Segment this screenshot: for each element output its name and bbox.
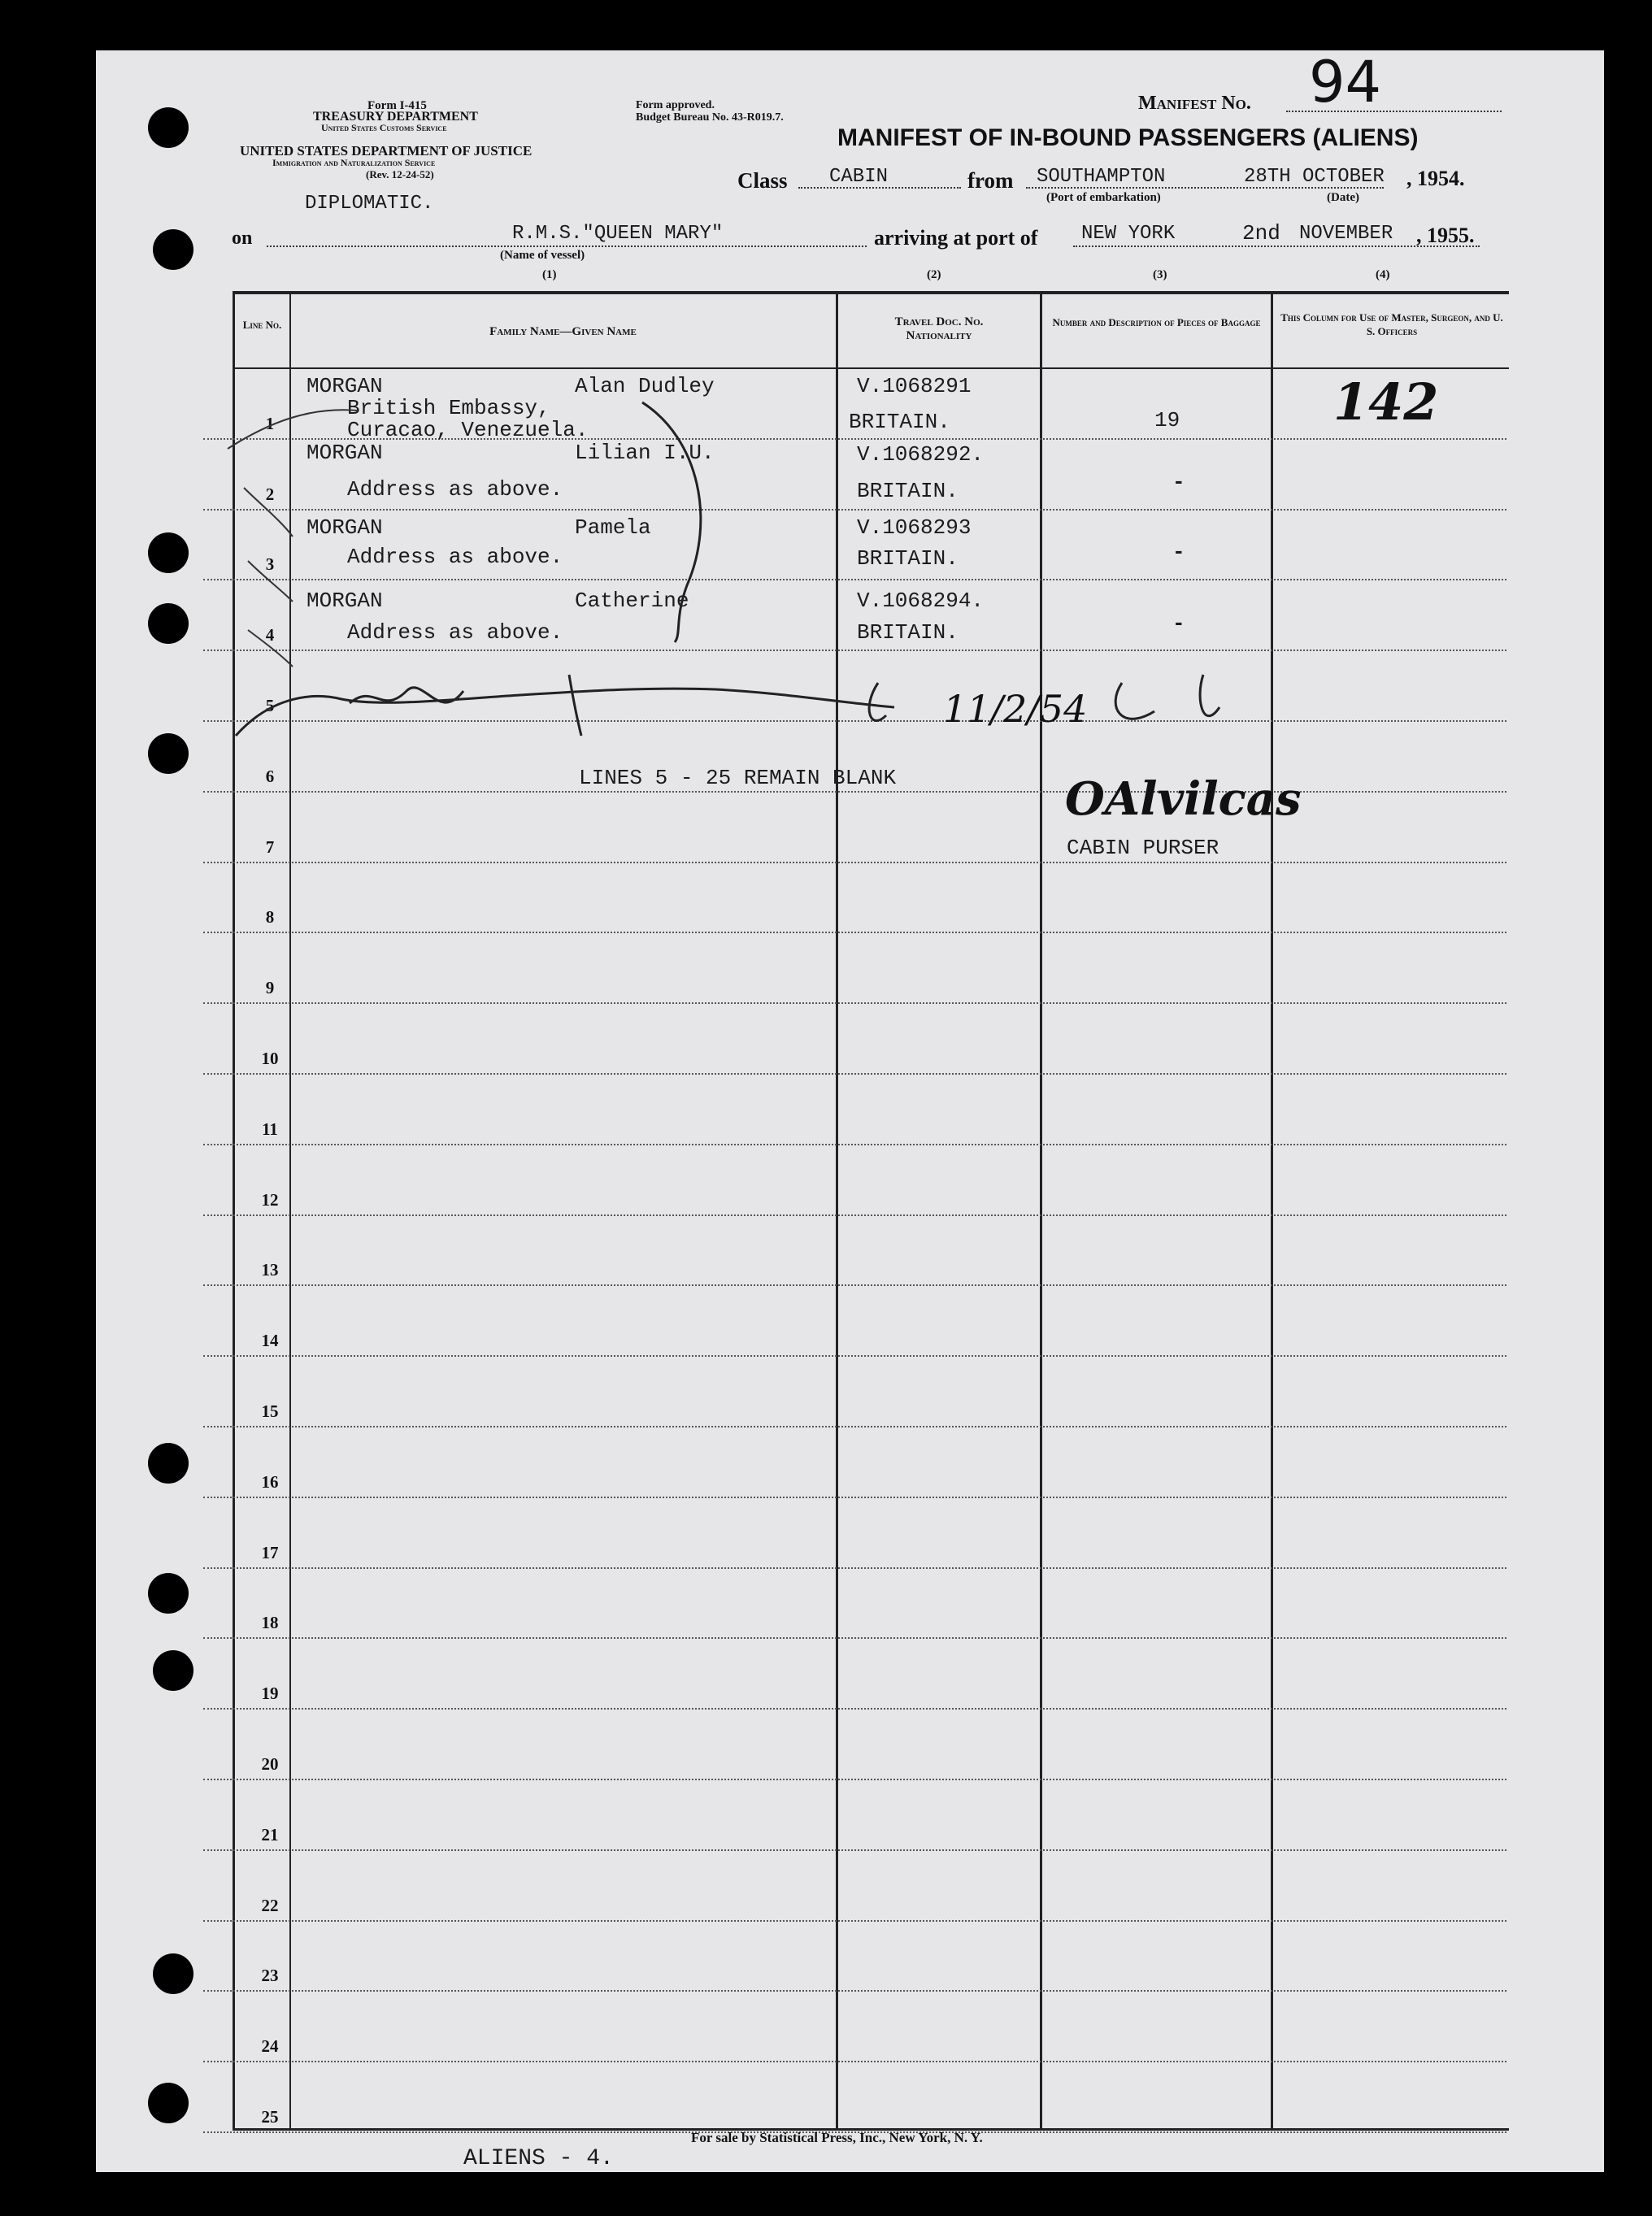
passenger-2-nationality: BRITAIN.: [857, 479, 959, 503]
arrival-month: NOVEMBER: [1299, 223, 1393, 245]
passenger-2-doc: V.1068292.: [857, 442, 985, 467]
arrival-year: , 1955.: [1416, 224, 1475, 247]
line-number: 1: [265, 414, 275, 433]
line-number: 6: [265, 767, 275, 786]
line-number: 20: [261, 1754, 279, 1774]
header-baggage: Number and Description of Pieces of Baggage: [1052, 316, 1261, 328]
passenger-1-nationality: BRITAIN.: [849, 410, 950, 434]
passenger-1-address2: Curacao, Venezuela.: [347, 418, 589, 442]
line-number: 13: [261, 1260, 279, 1280]
line-number: 3: [265, 554, 275, 574]
treasury-dept: TREASURY DEPARTMENT: [313, 110, 478, 124]
arrival-port: NEW YORK: [1081, 223, 1176, 245]
line-number: 7: [265, 837, 275, 857]
passenger-3-baggage: -: [1172, 540, 1185, 564]
departure-year: , 1954.: [1406, 167, 1465, 190]
passenger-3-address: Address as above.: [347, 545, 563, 569]
port-caption: (Port of embarkation): [1046, 191, 1161, 204]
from-value: SOUTHAMPTON: [1037, 166, 1166, 188]
from-label: from: [967, 168, 1014, 193]
departure-date: 28TH OCTOBER: [1244, 166, 1385, 188]
col-ref-2: (2): [927, 268, 941, 281]
passenger-2-address: Address as above.: [347, 477, 563, 502]
arriving-label: arriving at port of: [874, 226, 1038, 250]
on-label: on: [232, 228, 253, 249]
line-number: 10: [261, 1049, 279, 1068]
budget-bureau: Budget Bureau No. 43-R019.7.: [636, 111, 784, 124]
ins-service: Immigration and Naturalization Service: [272, 157, 436, 168]
passenger-1-baggage: 19: [1154, 408, 1180, 432]
form-number: Form I-415: [367, 99, 427, 112]
line-number: 17: [261, 1543, 279, 1562]
col-ref-1: (1): [542, 268, 557, 281]
line-number: 12: [261, 1190, 279, 1210]
passenger-3-family: MORGAN: [306, 515, 383, 540]
header-officers: This Column for Use of Master, Surgeon, and U. S. Officers: [1280, 311, 1503, 337]
passenger-1-address1: British Embassy,: [347, 396, 550, 420]
passenger-4-address: Address as above.: [347, 620, 563, 645]
passenger-4-doc: V.1068294.: [857, 589, 985, 613]
vessel-name: R.M.S."QUEEN MARY": [512, 223, 724, 245]
passenger-2-given: Lilian I.U.: [575, 441, 715, 465]
passenger-1-given: Alan Dudley: [575, 374, 715, 398]
class-label: Class: [737, 168, 788, 193]
diplomatic-stamp: DIPLOMATIC.: [305, 193, 434, 215]
manifest-number: 94: [1309, 49, 1382, 115]
line-number: 15: [261, 1401, 279, 1421]
line-number: 14: [261, 1331, 279, 1350]
passenger-3-given: Pamela: [575, 515, 651, 540]
header-line-no: Line No.: [242, 319, 282, 331]
line-number: 16: [261, 1472, 279, 1492]
passenger-3-nationality: BRITAIN.: [857, 546, 959, 571]
line-number: 4: [265, 625, 275, 645]
purser-signature: OAlvilcas: [1065, 772, 1302, 826]
purser-title: CABIN PURSER: [1067, 836, 1219, 860]
header-name: Family Name—Given Name: [489, 325, 637, 338]
vessel-caption: (Name of vessel): [500, 249, 585, 262]
passenger-1-doc: V.1068291: [857, 374, 972, 398]
footer-printer: For sale by Statistical Press, Inc., New York, N. Y.: [691, 2130, 983, 2145]
line-number: 22: [261, 1896, 279, 1915]
col-ref-3: (3): [1153, 268, 1167, 281]
manifest-label: Manifest No.: [1138, 93, 1251, 114]
passenger-2-family: MORGAN: [306, 441, 383, 465]
class-value: CABIN: [829, 166, 889, 188]
customs-service: United States Customs Service: [321, 122, 447, 133]
line-number: 2: [265, 484, 275, 504]
arrival-day: 2nd: [1242, 221, 1280, 245]
line-number: 19: [261, 1684, 279, 1703]
form-approved: Form approved.: [636, 99, 715, 111]
passenger-2-baggage: -: [1172, 470, 1185, 494]
page-title: MANIFEST OF IN-BOUND PASSENGERS (ALIENS): [837, 124, 1419, 151]
handwritten-date: 11/2/54: [943, 687, 1088, 731]
blank-lines-note: LINES 5 - 25 REMAIN BLANK: [579, 766, 897, 790]
line-number: 8: [265, 907, 275, 927]
line-number: 23: [261, 1966, 279, 1985]
passenger-4-given: Catherine: [575, 589, 689, 613]
date-caption: (Date): [1327, 191, 1359, 204]
line-number: 11: [262, 1119, 278, 1139]
line-number: 18: [261, 1613, 279, 1632]
line-number: 5: [265, 696, 275, 715]
line-number: 9: [265, 978, 275, 997]
passenger-3-doc: V.1068293: [857, 515, 972, 540]
footer-aliens: ALIENS - 4.: [463, 2146, 614, 2171]
justice-dept: UNITED STATES DEPARTMENT OF JUSTICE: [240, 143, 533, 159]
officer-note: 142: [1333, 372, 1439, 432]
passenger-4-nationality: BRITAIN.: [857, 620, 959, 645]
line-number: 25: [261, 2107, 279, 2127]
header-travel-doc: Travel Doc. No. Nationality: [894, 315, 984, 342]
col-ref-4: (4): [1376, 268, 1390, 281]
line-number: 21: [261, 1825, 279, 1844]
passenger-1-family: MORGAN: [306, 374, 383, 398]
line-number: 24: [261, 2036, 279, 2056]
passenger-4-family: MORGAN: [306, 589, 383, 613]
revision: (Rev. 12-24-52): [366, 168, 434, 180]
passenger-4-baggage: -: [1172, 611, 1185, 636]
